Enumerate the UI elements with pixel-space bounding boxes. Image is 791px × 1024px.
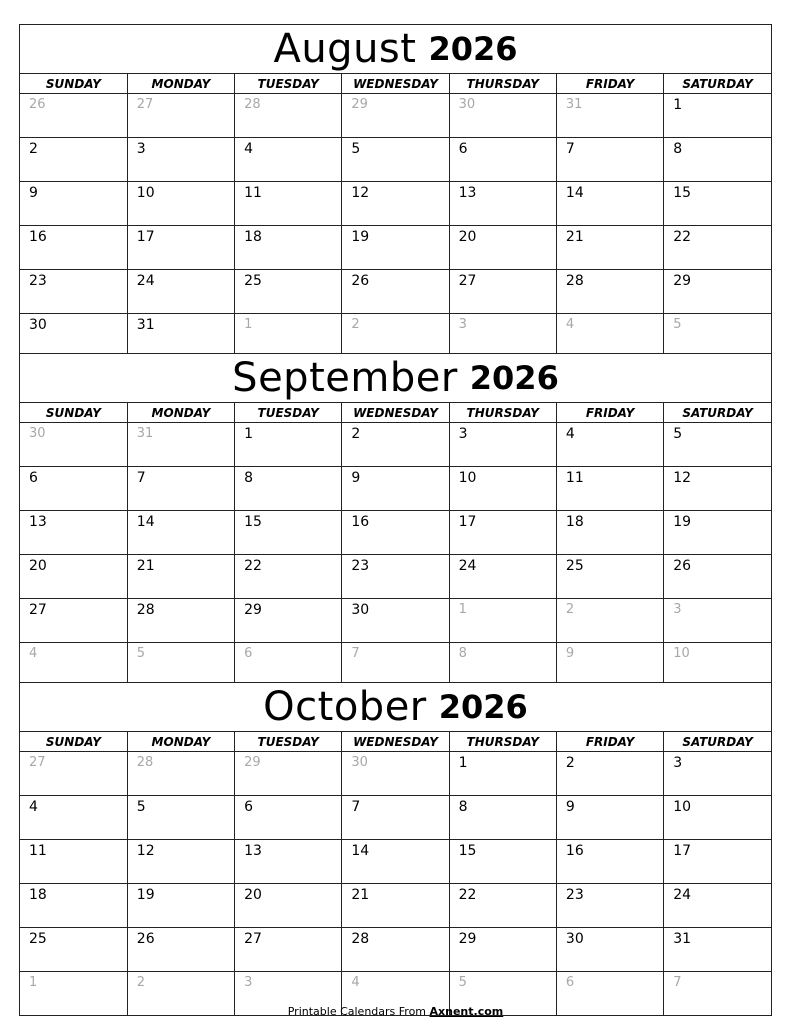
weekday-header: FRIDAY bbox=[556, 403, 663, 423]
day-cell: 7 bbox=[127, 467, 234, 511]
weekday-header: TUESDAY bbox=[235, 732, 342, 752]
week-row bbox=[20, 182, 771, 226]
day-cell: 31 bbox=[664, 928, 771, 972]
month-year: 2026 bbox=[469, 359, 559, 397]
day-cell: 1 bbox=[673, 97, 683, 113]
calendar-august bbox=[19, 24, 772, 358]
day-cell-outside-month: 4 bbox=[556, 314, 663, 358]
day-cell-outside-month: 30 bbox=[342, 752, 449, 796]
day-cell: 10 bbox=[664, 796, 771, 840]
day-cell: 14 bbox=[342, 840, 449, 884]
day-cell: 9 bbox=[342, 467, 449, 511]
day-cell: 6 bbox=[449, 138, 556, 182]
day-cell: 2 bbox=[342, 423, 449, 467]
day-cell-outside-month: 9 bbox=[556, 643, 663, 687]
day-cell: 25 bbox=[556, 555, 663, 599]
day-cell-outside-month: 29 bbox=[342, 94, 449, 138]
week-row bbox=[20, 840, 771, 884]
footer-brand-link[interactable]: Axnent.com bbox=[429, 1005, 504, 1018]
day-cell: 13 bbox=[449, 182, 556, 226]
day-cell: 21 bbox=[556, 226, 663, 270]
day-cell: 14 bbox=[556, 182, 663, 226]
day-cell: 27 bbox=[235, 928, 342, 972]
day-cell-outside-month: 5 bbox=[664, 314, 771, 358]
weekday-header: SATURDAY bbox=[664, 732, 771, 752]
week-row bbox=[20, 138, 771, 182]
footer-credit bbox=[0, 1005, 791, 1018]
day-cell: 24 bbox=[449, 555, 556, 599]
week-row bbox=[20, 270, 771, 314]
day-cell: 19 bbox=[342, 226, 449, 270]
day-cell: 10 bbox=[449, 467, 556, 511]
day-cell: 6 bbox=[235, 796, 342, 840]
day-cell: 25 bbox=[20, 928, 127, 972]
day-cell: 16 bbox=[20, 226, 127, 270]
weekday-header: SUNDAY bbox=[20, 403, 127, 423]
day-cell: 16 bbox=[342, 511, 449, 555]
day-cell: 30 bbox=[556, 928, 663, 972]
day-cell: 13 bbox=[235, 840, 342, 884]
calendar-grid bbox=[20, 732, 771, 1015]
day-cell: 3 bbox=[449, 423, 556, 467]
day-cell: 18 bbox=[235, 226, 342, 270]
day-cell: 1 bbox=[235, 423, 342, 467]
day-cell-outside-month: 1 bbox=[20, 972, 127, 1016]
day-cell: 31 bbox=[127, 314, 234, 358]
day-cell-outside-month: 27 bbox=[20, 752, 127, 796]
day-cell: 6 bbox=[20, 467, 127, 511]
day-cell: 4 bbox=[235, 138, 342, 182]
day-cell-outside-month: 26 bbox=[20, 94, 127, 138]
month-name: August bbox=[273, 26, 417, 72]
day-cell: 10 bbox=[127, 182, 234, 226]
day-cell: 15 bbox=[235, 511, 342, 555]
day-cell-outside-month: 2 bbox=[127, 972, 234, 1016]
week-row bbox=[20, 928, 771, 972]
day-cell: 27 bbox=[449, 270, 556, 314]
month-name: September bbox=[232, 355, 458, 401]
day-cell: 4 bbox=[556, 423, 663, 467]
day-cell: 19 bbox=[664, 511, 771, 555]
day-cell: 8 bbox=[449, 796, 556, 840]
day-cell: 30 bbox=[342, 599, 449, 643]
day-cell-outside-month: 2 bbox=[342, 314, 449, 358]
day-cell-outside-month: 29 bbox=[235, 752, 342, 796]
day-cell: 15 bbox=[664, 182, 771, 226]
month-year: 2026 bbox=[438, 688, 528, 726]
day-cell: 14 bbox=[127, 511, 234, 555]
day-cell: 17 bbox=[664, 840, 771, 884]
weekday-header-row bbox=[20, 732, 771, 752]
weekday-header: WEDNESDAY bbox=[342, 74, 449, 94]
week-row bbox=[20, 884, 771, 928]
day-cell: 21 bbox=[127, 555, 234, 599]
day-cell-outside-month: 8 bbox=[449, 643, 556, 687]
day-cell-outside-month: 6 bbox=[235, 643, 342, 687]
week-row bbox=[20, 555, 771, 599]
day-cell-outside-month: 5 bbox=[127, 643, 234, 687]
week-row bbox=[20, 314, 771, 358]
day-cell: 3 bbox=[127, 138, 234, 182]
day-cell: 26 bbox=[342, 270, 449, 314]
day-cell: 1 bbox=[449, 752, 556, 796]
day-cell-outside-month: 10 bbox=[664, 643, 771, 687]
weekday-header: MONDAY bbox=[127, 403, 234, 423]
day-cell: 28 bbox=[556, 270, 663, 314]
weekday-header: SUNDAY bbox=[20, 74, 127, 94]
day-cell: 15 bbox=[449, 840, 556, 884]
day-cell: 17 bbox=[449, 511, 556, 555]
day-cell: 17 bbox=[127, 226, 234, 270]
day-cell: 29 bbox=[235, 599, 342, 643]
week-row bbox=[20, 94, 771, 138]
day-cell: 5 bbox=[673, 426, 683, 442]
day-cell: 2 bbox=[556, 752, 663, 796]
month-title bbox=[20, 354, 771, 403]
weekday-header: SATURDAY bbox=[664, 74, 771, 94]
footer-prefix: Printable Calendars From bbox=[287, 1005, 430, 1018]
day-cell: 18 bbox=[556, 511, 663, 555]
day-cell: 20 bbox=[235, 884, 342, 928]
weekday-header: FRIDAY bbox=[556, 74, 663, 94]
day-cell: 23 bbox=[342, 555, 449, 599]
weekday-header: THURSDAY bbox=[449, 732, 556, 752]
day-cell: 9 bbox=[556, 796, 663, 840]
day-cell: 13 bbox=[20, 511, 127, 555]
day-cell: 9 bbox=[20, 182, 127, 226]
weekday-header: SATURDAY bbox=[664, 403, 771, 423]
weekday-header-row bbox=[20, 403, 771, 423]
day-cell: 29 bbox=[664, 270, 771, 314]
day-cell-outside-month: 3 bbox=[235, 972, 342, 1016]
day-cell: 12 bbox=[664, 467, 771, 511]
day-cell-outside-month: 7 bbox=[342, 643, 449, 687]
day-cell: 29 bbox=[449, 928, 556, 972]
day-cell: 12 bbox=[342, 182, 449, 226]
day-cell-outside-month: 28 bbox=[235, 94, 342, 138]
day-cell-outside-month: 3 bbox=[449, 314, 556, 358]
day-cell: 18 bbox=[20, 884, 127, 928]
weekday-header: WEDNESDAY bbox=[342, 403, 449, 423]
weekday-header: TUESDAY bbox=[235, 74, 342, 94]
week-row bbox=[20, 796, 771, 840]
day-cell: 12 bbox=[127, 840, 234, 884]
day-cell-outside-month: 31 bbox=[556, 94, 663, 138]
week-row bbox=[20, 423, 771, 467]
day-cell: 11 bbox=[20, 840, 127, 884]
day-cell: 20 bbox=[449, 226, 556, 270]
day-cell-outside-month: 6 bbox=[556, 972, 663, 1016]
weekday-header: THURSDAY bbox=[449, 74, 556, 94]
weekday-header: MONDAY bbox=[127, 732, 234, 752]
day-cell-outside-month: 3 bbox=[664, 599, 771, 643]
day-cell: 28 bbox=[127, 599, 234, 643]
day-cell-outside-month: 4 bbox=[342, 972, 449, 1016]
day-cell: 22 bbox=[235, 555, 342, 599]
day-cell-outside-month: 7 bbox=[664, 972, 771, 1016]
day-cell: 5 bbox=[342, 138, 449, 182]
day-cell: 22 bbox=[664, 226, 771, 270]
day-cell: 5 bbox=[127, 796, 234, 840]
day-cell: 4 bbox=[20, 796, 127, 840]
weekday-header-row bbox=[20, 74, 771, 94]
day-cell: 26 bbox=[664, 555, 771, 599]
week-row bbox=[20, 226, 771, 270]
day-cell: 3 bbox=[673, 755, 683, 771]
day-cell-outside-month: 31 bbox=[127, 423, 234, 467]
day-cell: 20 bbox=[20, 555, 127, 599]
day-cell: 21 bbox=[342, 884, 449, 928]
calendar-october bbox=[19, 682, 772, 1016]
week-row bbox=[20, 511, 771, 555]
weekday-header: TUESDAY bbox=[235, 403, 342, 423]
day-cell: 16 bbox=[556, 840, 663, 884]
day-cell: 27 bbox=[20, 599, 127, 643]
month-name: October bbox=[263, 684, 427, 730]
day-cell: 8 bbox=[664, 138, 771, 182]
day-cell: 28 bbox=[342, 928, 449, 972]
day-cell-outside-month: 4 bbox=[20, 643, 127, 687]
day-cell-outside-month: 2 bbox=[556, 599, 663, 643]
calendar-september bbox=[19, 353, 772, 687]
day-cell: 25 bbox=[235, 270, 342, 314]
day-cell-outside-month: 1 bbox=[235, 314, 342, 358]
day-cell: 11 bbox=[556, 467, 663, 511]
week-row bbox=[20, 752, 771, 796]
day-cell: 23 bbox=[556, 884, 663, 928]
week-row bbox=[20, 599, 771, 643]
weekday-header: MONDAY bbox=[127, 74, 234, 94]
day-cell-outside-month: 27 bbox=[127, 94, 234, 138]
week-row bbox=[20, 467, 771, 511]
calendar-grid bbox=[20, 74, 771, 357]
day-cell: 7 bbox=[342, 796, 449, 840]
day-cell: 23 bbox=[20, 270, 127, 314]
day-cell: 24 bbox=[664, 884, 771, 928]
day-cell-outside-month: 30 bbox=[20, 423, 127, 467]
week-row bbox=[20, 643, 771, 687]
day-cell: 2 bbox=[20, 138, 127, 182]
day-cell-outside-month: 28 bbox=[127, 752, 234, 796]
month-title bbox=[20, 25, 771, 74]
month-title bbox=[20, 683, 771, 732]
weekday-header: SUNDAY bbox=[20, 732, 127, 752]
day-cell-outside-month: 1 bbox=[449, 599, 556, 643]
weekday-header: FRIDAY bbox=[556, 732, 663, 752]
day-cell-outside-month: 30 bbox=[449, 94, 556, 138]
month-year: 2026 bbox=[428, 30, 518, 68]
day-cell: 11 bbox=[235, 182, 342, 226]
day-cell: 30 bbox=[20, 314, 127, 358]
day-cell: 19 bbox=[127, 884, 234, 928]
weekday-header: THURSDAY bbox=[449, 403, 556, 423]
day-cell: 24 bbox=[127, 270, 234, 314]
day-cell-outside-month: 5 bbox=[449, 972, 556, 1016]
day-cell: 26 bbox=[127, 928, 234, 972]
day-cell: 7 bbox=[556, 138, 663, 182]
day-cell: 8 bbox=[235, 467, 342, 511]
calendar-grid bbox=[20, 403, 771, 686]
day-cell: 22 bbox=[449, 884, 556, 928]
weekday-header: WEDNESDAY bbox=[342, 732, 449, 752]
